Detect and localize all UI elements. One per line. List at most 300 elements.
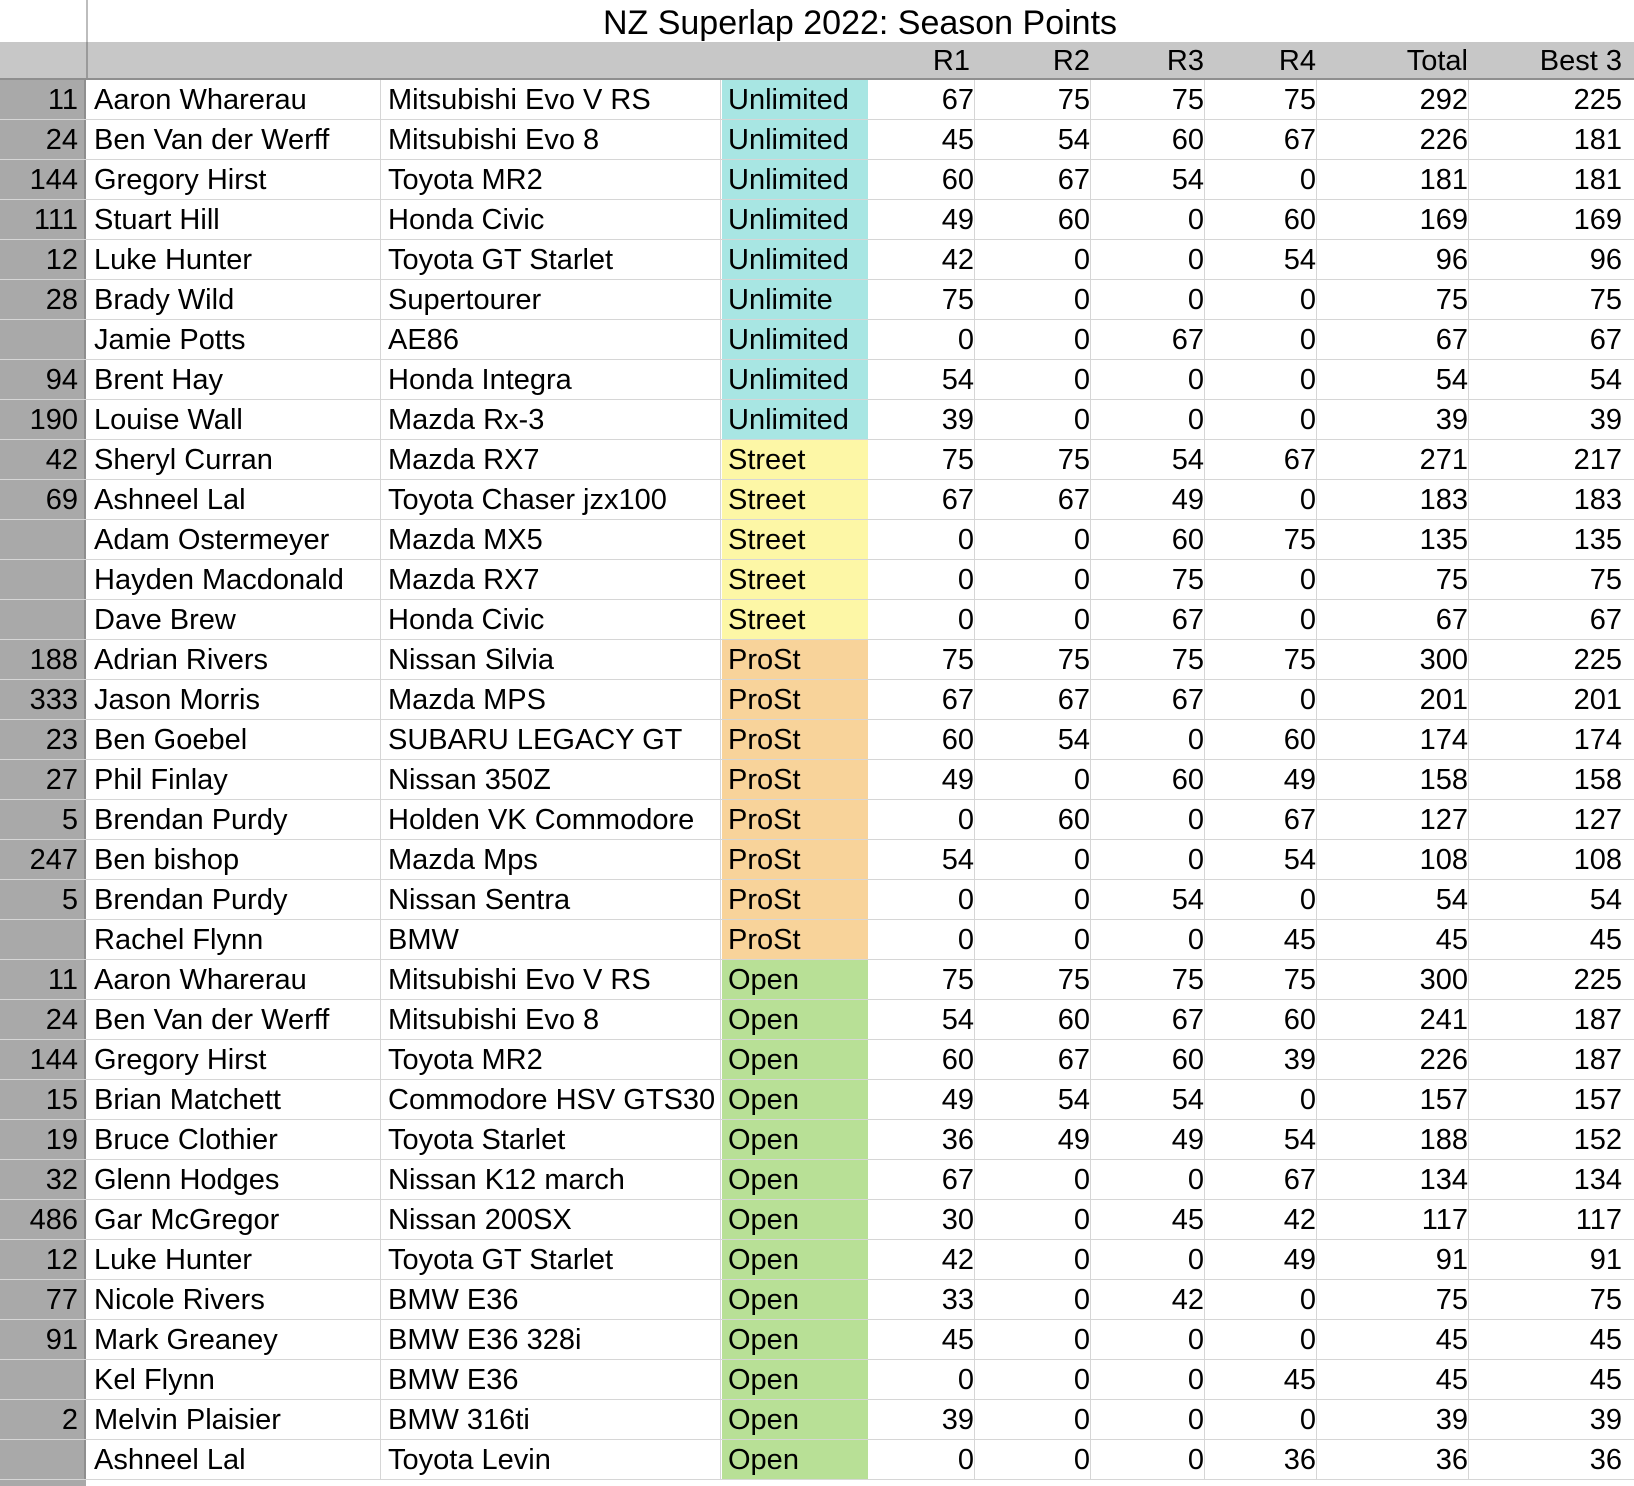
best3-points-cell[interactable]: 117 xyxy=(1575,1204,1622,1236)
best3-points-cell[interactable]: 45 xyxy=(1589,1364,1622,1396)
r2-points-cell[interactable]: 0 xyxy=(976,1320,1091,1359)
driver-name-cell[interactable]: Kel Flynn xyxy=(94,1360,381,1399)
r4-points-cell[interactable]: 0 xyxy=(1206,160,1317,199)
r1-points-cell[interactable]: 0 xyxy=(870,1440,975,1479)
r4-points-cell[interactable]: 67 xyxy=(1206,440,1317,479)
best3-points-cell[interactable]: 54 xyxy=(1589,364,1622,396)
r1-points-cell[interactable]: 60 xyxy=(870,160,975,199)
row-number-cell[interactable]: 32 xyxy=(0,1160,86,1199)
row-number-cell[interactable]: 77 xyxy=(0,1280,86,1319)
r3-points-cell[interactable]: 0 xyxy=(1092,720,1205,759)
r2-points-cell[interactable]: 0 xyxy=(976,1200,1091,1239)
driver-name-cell[interactable]: Nicole Rivers xyxy=(94,1280,381,1319)
row-number-cell[interactable]: 28 xyxy=(0,280,86,319)
row-number-cell[interactable]: 15 xyxy=(0,1080,86,1119)
best3-points-cell[interactable]: 158 xyxy=(1573,764,1622,796)
driver-name-cell[interactable]: Phil Finlay xyxy=(94,760,381,799)
best3-points-cell[interactable]: 157 xyxy=(1573,1084,1622,1116)
car-cell[interactable]: BMW E36 328i xyxy=(388,1320,721,1359)
r4-points-cell[interactable]: 75 xyxy=(1206,640,1317,679)
r3-points-cell[interactable]: 67 xyxy=(1092,1000,1205,1039)
best3-points-cell[interactable]: 67 xyxy=(1589,604,1622,636)
row-number-cell[interactable] xyxy=(0,320,86,359)
r4-points-cell[interactable]: 0 xyxy=(1206,320,1317,359)
best3-points-cell[interactable]: 75 xyxy=(1589,284,1622,316)
best3-points-cell[interactable]: 45 xyxy=(1589,1324,1622,1356)
total-points-cell[interactable]: 134 xyxy=(1318,1160,1469,1199)
r3-points-cell[interactable]: 60 xyxy=(1092,1040,1205,1079)
driver-name-cell[interactable]: Brendan Purdy xyxy=(94,800,381,839)
r2-points-cell[interactable]: 0 xyxy=(976,1360,1091,1399)
r2-points-cell[interactable]: 0 xyxy=(976,360,1091,399)
header-total[interactable]: Total xyxy=(1406,45,1468,77)
r4-points-cell[interactable]: 75 xyxy=(1206,80,1317,119)
row-number-cell[interactable]: 486 xyxy=(0,1200,86,1239)
car-cell[interactable]: Honda Civic xyxy=(388,600,721,639)
driver-name-cell[interactable]: Brian Matchett xyxy=(94,1080,381,1119)
car-cell[interactable]: Toyota MR2 xyxy=(388,160,721,199)
r2-points-cell[interactable]: 0 xyxy=(976,920,1091,959)
class-cell[interactable]: Unlimited xyxy=(722,360,868,399)
car-cell[interactable]: BMW E36 xyxy=(388,1280,721,1319)
driver-name-cell[interactable]: Sheryl Curran xyxy=(94,440,381,479)
r3-points-cell[interactable]: 67 xyxy=(1092,320,1205,359)
r3-points-cell[interactable]: 0 xyxy=(1092,840,1205,879)
best3-points-cell[interactable]: 39 xyxy=(1589,1404,1622,1436)
car-cell[interactable]: Mazda MPS xyxy=(388,680,721,719)
r3-points-cell[interactable]: 67 xyxy=(1092,600,1205,639)
r1-points-cell[interactable]: 36 xyxy=(870,1120,975,1159)
total-points-cell[interactable]: 300 xyxy=(1318,960,1469,999)
car-cell[interactable]: BMW 316ti xyxy=(388,1400,721,1439)
class-cell[interactable]: Open xyxy=(722,1200,868,1239)
r3-points-cell[interactable]: 60 xyxy=(1092,120,1205,159)
total-points-cell[interactable]: 135 xyxy=(1318,520,1469,559)
r2-points-cell[interactable]: 0 xyxy=(976,1280,1091,1319)
car-cell[interactable]: Mitsubishi Evo V RS xyxy=(388,960,721,999)
class-cell[interactable]: Open xyxy=(722,960,868,999)
r1-points-cell[interactable]: 0 xyxy=(870,320,975,359)
r2-points-cell[interactable]: 0 xyxy=(976,1440,1091,1479)
sheet-title[interactable]: NZ Superlap 2022: Season Points xyxy=(602,4,1118,42)
driver-name-cell[interactable]: Aaron Wharerau xyxy=(94,80,381,119)
car-cell[interactable]: Mazda Mps xyxy=(388,840,721,879)
r4-points-cell[interactable]: 60 xyxy=(1206,1000,1317,1039)
r2-points-cell[interactable]: 75 xyxy=(976,440,1091,479)
r2-points-cell[interactable]: 0 xyxy=(976,1240,1091,1279)
r4-points-cell[interactable]: 0 xyxy=(1206,680,1317,719)
class-cell[interactable]: Street xyxy=(722,520,868,559)
row-number-cell[interactable]: 11 xyxy=(0,80,86,119)
car-cell[interactable]: Toyota GT Starlet xyxy=(388,240,721,279)
best3-points-cell[interactable]: 54 xyxy=(1589,884,1622,916)
r1-points-cell[interactable]: 67 xyxy=(870,680,975,719)
driver-name-cell[interactable]: Hayden Macdonald xyxy=(94,560,381,599)
r1-points-cell[interactable]: 75 xyxy=(870,960,975,999)
r3-points-cell[interactable]: 49 xyxy=(1092,480,1205,519)
r1-points-cell[interactable]: 49 xyxy=(870,760,975,799)
r3-points-cell[interactable]: 75 xyxy=(1092,560,1205,599)
row-number-cell[interactable]: 91 xyxy=(0,1320,86,1359)
total-points-cell[interactable]: 271 xyxy=(1318,440,1469,479)
r2-points-cell[interactable]: 0 xyxy=(976,1400,1091,1439)
r1-points-cell[interactable]: 49 xyxy=(870,200,975,239)
r1-points-cell[interactable]: 39 xyxy=(870,400,975,439)
class-cell[interactable]: Unlimited xyxy=(722,120,868,159)
r3-points-cell[interactable]: 54 xyxy=(1092,160,1205,199)
class-cell[interactable]: Open xyxy=(722,1320,868,1359)
total-points-cell[interactable]: 45 xyxy=(1318,1360,1469,1399)
class-cell[interactable]: Open xyxy=(722,1040,868,1079)
driver-name-cell[interactable]: Rachel Flynn xyxy=(94,920,381,959)
driver-name-cell[interactable]: Ben Goebel xyxy=(94,720,381,759)
row-number-cell[interactable]: 42 xyxy=(0,440,86,479)
r1-points-cell[interactable]: 60 xyxy=(870,720,975,759)
r2-points-cell[interactable]: 0 xyxy=(976,1160,1091,1199)
r3-points-cell[interactable]: 0 xyxy=(1092,280,1205,319)
best3-points-cell[interactable]: 108 xyxy=(1573,844,1622,876)
total-points-cell[interactable]: 241 xyxy=(1318,1000,1469,1039)
r4-points-cell[interactable]: 0 xyxy=(1206,480,1317,519)
r3-points-cell[interactable]: 75 xyxy=(1092,80,1205,119)
car-cell[interactable]: Mitsubishi Evo 8 xyxy=(388,120,721,159)
r2-points-cell[interactable]: 0 xyxy=(976,520,1091,559)
r4-points-cell[interactable]: 39 xyxy=(1206,1040,1317,1079)
header-r3[interactable]: R3 xyxy=(1166,45,1204,77)
r2-points-cell[interactable]: 0 xyxy=(976,240,1091,279)
r1-points-cell[interactable]: 60 xyxy=(870,1040,975,1079)
best3-points-cell[interactable]: 134 xyxy=(1573,1164,1622,1196)
r1-points-cell[interactable]: 54 xyxy=(870,360,975,399)
driver-name-cell[interactable]: Stuart Hill xyxy=(94,200,381,239)
car-cell[interactable]: Mazda MX5 xyxy=(388,520,721,559)
row-number-cell[interactable]: 27 xyxy=(0,760,86,799)
r4-points-cell[interactable]: 67 xyxy=(1206,800,1317,839)
class-cell[interactable]: Open xyxy=(722,1080,868,1119)
driver-name-cell[interactable]: Ben bishop xyxy=(94,840,381,879)
row-number-cell[interactable]: 94 xyxy=(0,360,86,399)
r2-points-cell[interactable]: 67 xyxy=(976,680,1091,719)
car-cell[interactable]: Toyota Chaser jzx100 xyxy=(388,480,721,519)
class-cell[interactable]: ProSt xyxy=(722,640,868,679)
r3-points-cell[interactable]: 0 xyxy=(1092,1240,1205,1279)
r2-points-cell[interactable]: 67 xyxy=(976,160,1091,199)
r2-points-cell[interactable]: 54 xyxy=(976,120,1091,159)
total-points-cell[interactable]: 183 xyxy=(1318,480,1469,519)
total-points-cell[interactable]: 174 xyxy=(1318,720,1469,759)
best3-points-cell[interactable]: 75 xyxy=(1589,564,1622,596)
total-points-cell[interactable]: 157 xyxy=(1318,1080,1469,1119)
best3-points-cell[interactable]: 135 xyxy=(1573,524,1622,556)
row-number-cell[interactable]: 12 xyxy=(0,1240,86,1279)
row-number-cell[interactable] xyxy=(0,520,86,559)
class-cell[interactable]: ProSt xyxy=(722,800,868,839)
r1-points-cell[interactable]: 0 xyxy=(870,800,975,839)
row-number-cell[interactable]: 24 xyxy=(0,1000,86,1039)
r4-points-cell[interactable]: 0 xyxy=(1206,560,1317,599)
r2-points-cell[interactable]: 0 xyxy=(976,880,1091,919)
r2-points-cell[interactable]: 60 xyxy=(976,1000,1091,1039)
class-cell[interactable]: Street xyxy=(722,600,868,639)
r4-points-cell[interactable]: 75 xyxy=(1206,520,1317,559)
best3-points-cell[interactable]: 45 xyxy=(1589,924,1622,956)
total-points-cell[interactable]: 158 xyxy=(1318,760,1469,799)
driver-name-cell[interactable]: Gregory Hirst xyxy=(94,1040,381,1079)
r3-points-cell[interactable]: 0 xyxy=(1092,200,1205,239)
driver-name-cell[interactable]: Gregory Hirst xyxy=(94,160,381,199)
r4-points-cell[interactable]: 0 xyxy=(1206,360,1317,399)
class-cell[interactable]: Street xyxy=(722,480,868,519)
total-points-cell[interactable]: 75 xyxy=(1318,280,1469,319)
car-cell[interactable]: Supertourer xyxy=(388,280,721,319)
car-cell[interactable]: Toyota Levin xyxy=(388,1440,721,1479)
driver-name-cell[interactable]: Louise Wall xyxy=(94,400,381,439)
row-number-cell[interactable]: 2 xyxy=(0,1400,86,1439)
total-points-cell[interactable]: 169 xyxy=(1318,200,1469,239)
r4-points-cell[interactable]: 0 xyxy=(1206,1400,1317,1439)
r4-points-cell[interactable]: 0 xyxy=(1206,600,1317,639)
row-number-cell[interactable]: 19 xyxy=(0,1120,86,1159)
class-cell[interactable]: ProSt xyxy=(722,880,868,919)
car-cell[interactable]: Mitsubishi Evo 8 xyxy=(388,1000,721,1039)
r1-points-cell[interactable]: 67 xyxy=(870,1160,975,1199)
class-cell[interactable]: Open xyxy=(722,1000,868,1039)
class-cell[interactable]: ProSt xyxy=(722,840,868,879)
r1-points-cell[interactable]: 33 xyxy=(870,1280,975,1319)
r3-points-cell[interactable]: 75 xyxy=(1092,960,1205,999)
best3-points-cell[interactable]: 181 xyxy=(1573,164,1622,196)
car-cell[interactable]: Toyota Starlet xyxy=(388,1120,721,1159)
total-points-cell[interactable]: 67 xyxy=(1318,320,1469,359)
r2-points-cell[interactable]: 60 xyxy=(976,200,1091,239)
row-number-cell[interactable] xyxy=(0,560,86,599)
r1-points-cell[interactable]: 45 xyxy=(870,120,975,159)
header-best3[interactable]: Best 3 xyxy=(1539,45,1622,77)
header-r4[interactable]: R4 xyxy=(1278,45,1316,77)
r4-points-cell[interactable]: 0 xyxy=(1206,1320,1317,1359)
r2-points-cell[interactable]: 0 xyxy=(976,280,1091,319)
class-cell[interactable]: Unlimited xyxy=(722,200,868,239)
driver-name-cell[interactable]: Ben Van der Werff xyxy=(94,1000,381,1039)
r2-points-cell[interactable]: 67 xyxy=(976,1040,1091,1079)
total-points-cell[interactable]: 300 xyxy=(1318,640,1469,679)
r4-points-cell[interactable]: 0 xyxy=(1206,280,1317,319)
r1-points-cell[interactable]: 45 xyxy=(870,1320,975,1359)
driver-name-cell[interactable]: Jamie Potts xyxy=(94,320,381,359)
r4-points-cell[interactable]: 42 xyxy=(1206,1200,1317,1239)
r3-points-cell[interactable]: 0 xyxy=(1092,800,1205,839)
driver-name-cell[interactable]: Dave Brew xyxy=(94,600,381,639)
car-cell[interactable]: BMW xyxy=(388,920,721,959)
r2-points-cell[interactable]: 0 xyxy=(976,760,1091,799)
r1-points-cell[interactable]: 54 xyxy=(870,840,975,879)
class-cell[interactable]: Open xyxy=(722,1160,868,1199)
car-cell[interactable]: Mitsubishi Evo V RS xyxy=(388,80,721,119)
class-cell[interactable]: Unlimited xyxy=(722,320,868,359)
class-cell[interactable]: Unlimite xyxy=(722,280,868,319)
car-cell[interactable]: Mazda Rx-3 xyxy=(388,400,721,439)
driver-name-cell[interactable]: Bruce Clothier xyxy=(94,1120,381,1159)
r2-points-cell[interactable]: 75 xyxy=(976,640,1091,679)
r3-points-cell[interactable]: 54 xyxy=(1092,880,1205,919)
r1-points-cell[interactable]: 0 xyxy=(870,920,975,959)
r2-points-cell[interactable]: 67 xyxy=(976,480,1091,519)
total-points-cell[interactable]: 96 xyxy=(1318,240,1469,279)
row-number-cell[interactable] xyxy=(0,920,86,959)
r4-points-cell[interactable]: 54 xyxy=(1206,1120,1317,1159)
header-r1[interactable]: R1 xyxy=(932,45,970,77)
car-cell[interactable]: BMW E36 xyxy=(388,1360,721,1399)
total-points-cell[interactable]: 201 xyxy=(1318,680,1469,719)
r3-points-cell[interactable]: 0 xyxy=(1092,360,1205,399)
r2-points-cell[interactable]: 0 xyxy=(976,600,1091,639)
driver-name-cell[interactable]: Luke Hunter xyxy=(94,240,381,279)
r2-points-cell[interactable]: 0 xyxy=(976,320,1091,359)
best3-points-cell[interactable]: 225 xyxy=(1573,84,1622,116)
class-cell[interactable]: Open xyxy=(722,1280,868,1319)
total-points-cell[interactable]: 75 xyxy=(1318,1280,1469,1319)
r3-points-cell[interactable]: 0 xyxy=(1092,1360,1205,1399)
best3-points-cell[interactable]: 39 xyxy=(1589,404,1622,436)
r4-points-cell[interactable]: 60 xyxy=(1206,720,1317,759)
row-number-cell[interactable]: 144 xyxy=(0,160,86,199)
r2-points-cell[interactable]: 54 xyxy=(976,1080,1091,1119)
best3-points-cell[interactable]: 217 xyxy=(1573,444,1622,476)
r3-points-cell[interactable]: 0 xyxy=(1092,1320,1205,1359)
class-cell[interactable]: Unlimited xyxy=(722,400,868,439)
r1-points-cell[interactable]: 75 xyxy=(870,640,975,679)
row-number-cell[interactable]: 69 xyxy=(0,480,86,519)
total-points-cell[interactable]: 108 xyxy=(1318,840,1469,879)
car-cell[interactable]: Nissan K12 march xyxy=(388,1160,721,1199)
driver-name-cell[interactable]: Ashneel Lal xyxy=(94,480,381,519)
car-cell[interactable]: Holden VK Commodore xyxy=(388,800,721,839)
r4-points-cell[interactable]: 54 xyxy=(1206,240,1317,279)
r3-points-cell[interactable]: 42 xyxy=(1092,1280,1205,1319)
total-points-cell[interactable]: 75 xyxy=(1318,560,1469,599)
row-number-cell[interactable]: 23 xyxy=(0,720,86,759)
r3-points-cell[interactable]: 0 xyxy=(1092,400,1205,439)
r2-points-cell[interactable]: 49 xyxy=(976,1120,1091,1159)
class-cell[interactable]: ProSt xyxy=(722,760,868,799)
r3-points-cell[interactable]: 45 xyxy=(1092,1200,1205,1239)
car-cell[interactable]: Nissan Sentra xyxy=(388,880,721,919)
best3-points-cell[interactable]: 225 xyxy=(1573,964,1622,996)
r2-points-cell[interactable]: 0 xyxy=(976,560,1091,599)
r1-points-cell[interactable]: 49 xyxy=(870,1080,975,1119)
total-points-cell[interactable]: 91 xyxy=(1318,1240,1469,1279)
r1-points-cell[interactable]: 30 xyxy=(870,1200,975,1239)
best3-points-cell[interactable]: 187 xyxy=(1573,1044,1622,1076)
total-points-cell[interactable]: 54 xyxy=(1318,360,1469,399)
total-points-cell[interactable]: 45 xyxy=(1318,920,1469,959)
r2-points-cell[interactable]: 75 xyxy=(976,80,1091,119)
r3-points-cell[interactable]: 75 xyxy=(1092,640,1205,679)
driver-name-cell[interactable]: Adrian Rivers xyxy=(94,640,381,679)
best3-points-cell[interactable]: 36 xyxy=(1589,1444,1622,1476)
row-number-cell[interactable]: 24 xyxy=(0,120,86,159)
class-cell[interactable]: Open xyxy=(722,1440,868,1479)
driver-name-cell[interactable]: Brendan Purdy xyxy=(94,880,381,919)
driver-name-cell[interactable]: Luke Hunter xyxy=(94,1240,381,1279)
r4-points-cell[interactable]: 60 xyxy=(1206,200,1317,239)
r4-points-cell[interactable]: 0 xyxy=(1206,1080,1317,1119)
class-cell[interactable]: Open xyxy=(722,1400,868,1439)
class-cell[interactable]: Unlimited xyxy=(722,80,868,119)
car-cell[interactable]: Honda Civic xyxy=(388,200,721,239)
row-number-cell[interactable]: 111 xyxy=(0,200,86,239)
row-number-cell[interactable]: 12 xyxy=(0,240,86,279)
r3-points-cell[interactable]: 54 xyxy=(1092,1080,1205,1119)
best3-points-cell[interactable]: 225 xyxy=(1573,644,1622,676)
r4-points-cell[interactable]: 54 xyxy=(1206,840,1317,879)
driver-name-cell[interactable]: Melvin Plaisier xyxy=(94,1400,381,1439)
r3-points-cell[interactable]: 0 xyxy=(1092,1440,1205,1479)
r1-points-cell[interactable]: 75 xyxy=(870,440,975,479)
r1-points-cell[interactable]: 54 xyxy=(870,1000,975,1039)
r4-points-cell[interactable]: 45 xyxy=(1206,920,1317,959)
r1-points-cell[interactable]: 42 xyxy=(870,240,975,279)
total-points-cell[interactable]: 188 xyxy=(1318,1120,1469,1159)
car-cell[interactable]: SUBARU LEGACY GT xyxy=(388,720,721,759)
r4-points-cell[interactable]: 45 xyxy=(1206,1360,1317,1399)
driver-name-cell[interactable]: Jason Morris xyxy=(94,680,381,719)
r3-points-cell[interactable]: 60 xyxy=(1092,520,1205,559)
r2-points-cell[interactable]: 75 xyxy=(976,960,1091,999)
total-points-cell[interactable]: 117 xyxy=(1318,1200,1469,1239)
best3-points-cell[interactable]: 152 xyxy=(1573,1124,1622,1156)
r1-points-cell[interactable]: 67 xyxy=(870,480,975,519)
row-number-cell[interactable]: 333 xyxy=(0,680,86,719)
row-number-cell[interactable]: 190 xyxy=(0,400,86,439)
driver-name-cell[interactable]: Mark Greaney xyxy=(94,1320,381,1359)
r2-points-cell[interactable]: 0 xyxy=(976,400,1091,439)
total-points-cell[interactable]: 226 xyxy=(1318,120,1469,159)
r3-points-cell[interactable]: 49 xyxy=(1092,1120,1205,1159)
r1-points-cell[interactable]: 42 xyxy=(870,1240,975,1279)
r4-points-cell[interactable]: 49 xyxy=(1206,760,1317,799)
class-cell[interactable]: Open xyxy=(722,1240,868,1279)
class-cell[interactable]: Street xyxy=(722,440,868,479)
r4-points-cell[interactable]: 67 xyxy=(1206,120,1317,159)
r3-points-cell[interactable]: 0 xyxy=(1092,1400,1205,1439)
r4-points-cell[interactable]: 0 xyxy=(1206,400,1317,439)
driver-name-cell[interactable]: Ashneel Lal xyxy=(94,1440,381,1479)
r2-points-cell[interactable]: 54 xyxy=(976,720,1091,759)
row-number-cell[interactable] xyxy=(0,1360,86,1399)
r3-points-cell[interactable]: 54 xyxy=(1092,440,1205,479)
r3-points-cell[interactable]: 67 xyxy=(1092,680,1205,719)
car-cell[interactable]: Toyota GT Starlet xyxy=(388,1240,721,1279)
row-number-cell[interactable]: 11 xyxy=(0,960,86,999)
r1-points-cell[interactable]: 0 xyxy=(870,1360,975,1399)
r4-points-cell[interactable]: 0 xyxy=(1206,1280,1317,1319)
header-r2[interactable]: R2 xyxy=(1052,45,1090,77)
best3-points-cell[interactable]: 181 xyxy=(1573,124,1622,156)
total-points-cell[interactable]: 67 xyxy=(1318,600,1469,639)
total-points-cell[interactable]: 127 xyxy=(1318,800,1469,839)
driver-name-cell[interactable]: Brady Wild xyxy=(94,280,381,319)
class-cell[interactable]: ProSt xyxy=(722,720,868,759)
r1-points-cell[interactable]: 0 xyxy=(870,600,975,639)
class-cell[interactable]: Open xyxy=(722,1360,868,1399)
total-points-cell[interactable]: 292 xyxy=(1318,80,1469,119)
car-cell[interactable]: AE86 xyxy=(388,320,721,359)
r1-points-cell[interactable]: 0 xyxy=(870,560,975,599)
r3-points-cell[interactable]: 0 xyxy=(1092,240,1205,279)
best3-points-cell[interactable]: 96 xyxy=(1589,244,1622,276)
r1-points-cell[interactable]: 0 xyxy=(870,880,975,919)
